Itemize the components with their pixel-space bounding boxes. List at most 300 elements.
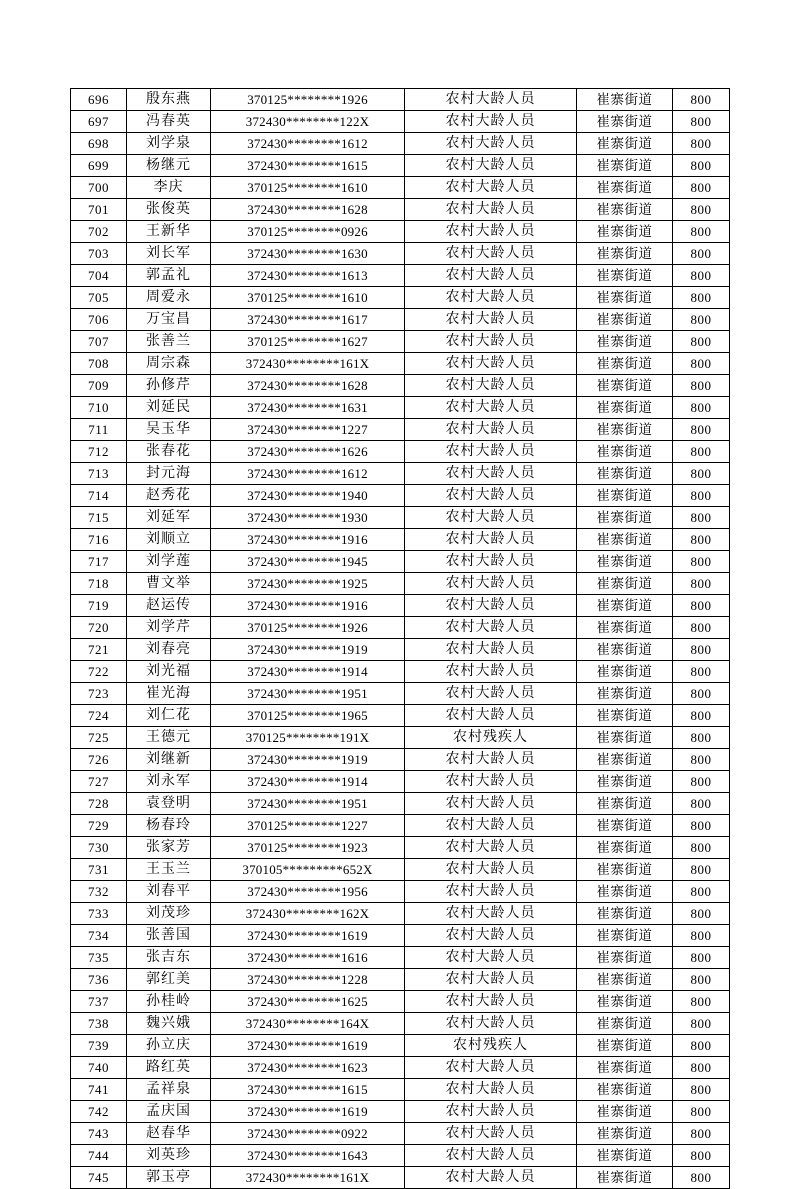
cell-person-category: 农村大龄人员 [405, 199, 577, 221]
cell-id-number: 372430********1919 [211, 749, 405, 771]
cell-street-office: 崔寨街道 [577, 617, 673, 639]
cell-sequence-number: 705 [71, 287, 127, 309]
cell-person-name: 吴玉华 [127, 419, 211, 441]
cell-sequence-number: 703 [71, 243, 127, 265]
cell-street-office: 崔寨街道 [577, 177, 673, 199]
cell-person-category: 农村大龄人员 [405, 419, 577, 441]
cell-id-number: 372430********1630 [211, 243, 405, 265]
cell-street-office: 崔寨街道 [577, 133, 673, 155]
cell-amount: 800 [673, 111, 730, 133]
cell-id-number: 370125********1965 [211, 705, 405, 727]
table-row [71, 133, 730, 155]
cell-person-name: 冯春英 [127, 111, 211, 133]
cell-person-name: 张善国 [127, 925, 211, 947]
cell-id-number: 372430********1619 [211, 1035, 405, 1057]
cell-person-category: 农村大龄人员 [405, 155, 577, 177]
cell-id-number: 370125********191X [211, 727, 405, 749]
cell-amount: 800 [673, 221, 730, 243]
table-row [71, 287, 730, 309]
cell-sequence-number: 739 [71, 1035, 127, 1057]
cell-sequence-number: 715 [71, 507, 127, 529]
cell-person-name: 孟祥泉 [127, 1079, 211, 1101]
cell-street-office: 崔寨街道 [577, 969, 673, 991]
cell-amount: 800 [673, 133, 730, 155]
table-row [71, 551, 730, 573]
cell-id-number: 372430********1619 [211, 1101, 405, 1123]
table-row [71, 573, 730, 595]
cell-person-name: 王新华 [127, 221, 211, 243]
cell-amount: 800 [673, 375, 730, 397]
cell-sequence-number: 698 [71, 133, 127, 155]
cell-street-office: 崔寨街道 [577, 1035, 673, 1057]
cell-sequence-number: 704 [71, 265, 127, 287]
cell-person-category: 农村大龄人员 [405, 1145, 577, 1167]
cell-person-name: 刘茂珍 [127, 903, 211, 925]
cell-person-name: 刘继新 [127, 749, 211, 771]
cell-sequence-number: 719 [71, 595, 127, 617]
cell-amount: 800 [673, 749, 730, 771]
table-row [71, 1057, 730, 1079]
cell-street-office: 崔寨街道 [577, 661, 673, 683]
cell-sequence-number: 697 [71, 111, 127, 133]
cell-id-number: 372430********122X [211, 111, 405, 133]
cell-sequence-number: 714 [71, 485, 127, 507]
cell-person-category: 农村大龄人员 [405, 1079, 577, 1101]
cell-id-number: 370125********1610 [211, 177, 405, 199]
cell-person-name: 刘延民 [127, 397, 211, 419]
cell-amount: 800 [673, 265, 730, 287]
cell-sequence-number: 729 [71, 815, 127, 837]
cell-id-number: 372430********1945 [211, 551, 405, 573]
cell-sequence-number: 743 [71, 1123, 127, 1145]
table-row [71, 419, 730, 441]
cell-street-office: 崔寨街道 [577, 903, 673, 925]
cell-person-name: 崔光海 [127, 683, 211, 705]
cell-person-category: 农村大龄人员 [405, 683, 577, 705]
cell-person-name: 张善兰 [127, 331, 211, 353]
cell-person-name: 刘学莲 [127, 551, 211, 573]
cell-person-name: 李庆 [127, 177, 211, 199]
cell-street-office: 崔寨街道 [577, 991, 673, 1013]
cell-amount: 800 [673, 727, 730, 749]
cell-sequence-number: 708 [71, 353, 127, 375]
cell-id-number: 372430********1951 [211, 683, 405, 705]
cell-amount: 800 [673, 705, 730, 727]
table-row [71, 595, 730, 617]
cell-street-office: 崔寨街道 [577, 397, 673, 419]
cell-person-category: 农村大龄人员 [405, 617, 577, 639]
cell-person-category: 农村大龄人员 [405, 463, 577, 485]
cell-street-office: 崔寨街道 [577, 551, 673, 573]
cell-sequence-number: 722 [71, 661, 127, 683]
table-row [71, 331, 730, 353]
cell-person-category: 农村大龄人员 [405, 529, 577, 551]
cell-street-office: 崔寨街道 [577, 749, 673, 771]
cell-id-number: 372430********161X [211, 353, 405, 375]
table-row [71, 815, 730, 837]
table-row [71, 925, 730, 947]
cell-sequence-number: 700 [71, 177, 127, 199]
cell-amount: 800 [673, 859, 730, 881]
table-row [71, 1013, 730, 1035]
cell-person-category: 农村大龄人员 [405, 111, 577, 133]
cell-amount: 800 [673, 881, 730, 903]
cell-person-category: 农村大龄人员 [405, 287, 577, 309]
cell-id-number: 372430********164X [211, 1013, 405, 1035]
table-row [71, 1145, 730, 1167]
cell-id-number: 370125********1926 [211, 617, 405, 639]
cell-amount: 800 [673, 573, 730, 595]
cell-id-number: 372430********1914 [211, 661, 405, 683]
cell-street-office: 崔寨街道 [577, 771, 673, 793]
cell-person-name: 刘春亮 [127, 639, 211, 661]
cell-street-office: 崔寨街道 [577, 595, 673, 617]
cell-street-office: 崔寨街道 [577, 221, 673, 243]
cell-amount: 800 [673, 243, 730, 265]
table-row [71, 111, 730, 133]
cell-person-name: 殷东燕 [127, 89, 211, 111]
cell-id-number: 370125********1627 [211, 331, 405, 353]
cell-id-number: 372430********1617 [211, 309, 405, 331]
cell-street-office: 崔寨街道 [577, 727, 673, 749]
cell-street-office: 崔寨街道 [577, 287, 673, 309]
cell-person-name: 刘春平 [127, 881, 211, 903]
roster-table-container [70, 88, 729, 1189]
cell-street-office: 崔寨街道 [577, 507, 673, 529]
cell-amount: 800 [673, 903, 730, 925]
table-row [71, 155, 730, 177]
cell-sequence-number: 738 [71, 1013, 127, 1035]
cell-sequence-number: 717 [71, 551, 127, 573]
cell-amount: 800 [673, 1145, 730, 1167]
cell-id-number: 372430********1631 [211, 397, 405, 419]
cell-sequence-number: 732 [71, 881, 127, 903]
cell-id-number: 372430********1616 [211, 947, 405, 969]
cell-person-category: 农村大龄人员 [405, 331, 577, 353]
cell-sequence-number: 737 [71, 991, 127, 1013]
cell-person-name: 张春花 [127, 441, 211, 463]
cell-person-category: 农村大龄人员 [405, 1013, 577, 1035]
cell-amount: 800 [673, 463, 730, 485]
cell-person-name: 郭玉亭 [127, 1167, 211, 1189]
cell-person-name: 刘光福 [127, 661, 211, 683]
cell-person-name: 王德元 [127, 727, 211, 749]
cell-person-category: 农村大龄人员 [405, 859, 577, 881]
table-row [71, 837, 730, 859]
cell-id-number: 370125********0926 [211, 221, 405, 243]
cell-id-number: 372430********1613 [211, 265, 405, 287]
cell-id-number: 372430********1916 [211, 595, 405, 617]
cell-person-category: 农村大龄人员 [405, 441, 577, 463]
cell-street-office: 崔寨街道 [577, 309, 673, 331]
cell-person-category: 农村大龄人员 [405, 771, 577, 793]
table-row [71, 859, 730, 881]
cell-id-number: 372430********1228 [211, 969, 405, 991]
cell-sequence-number: 724 [71, 705, 127, 727]
cell-amount: 800 [673, 771, 730, 793]
cell-street-office: 崔寨街道 [577, 111, 673, 133]
table-row [71, 485, 730, 507]
cell-person-name: 曹文举 [127, 573, 211, 595]
cell-sequence-number: 696 [71, 89, 127, 111]
table-row [71, 617, 730, 639]
cell-person-name: 赵春华 [127, 1123, 211, 1145]
cell-person-category: 农村大龄人员 [405, 815, 577, 837]
cell-amount: 800 [673, 551, 730, 573]
cell-amount: 800 [673, 991, 730, 1013]
cell-person-category: 农村大龄人员 [405, 925, 577, 947]
cell-sequence-number: 725 [71, 727, 127, 749]
cell-amount: 800 [673, 287, 730, 309]
cell-amount: 800 [673, 661, 730, 683]
cell-amount: 800 [673, 1013, 730, 1035]
cell-sequence-number: 711 [71, 419, 127, 441]
cell-amount: 800 [673, 793, 730, 815]
cell-sequence-number: 731 [71, 859, 127, 881]
cell-amount: 800 [673, 397, 730, 419]
cell-street-office: 崔寨街道 [577, 683, 673, 705]
cell-amount: 800 [673, 507, 730, 529]
cell-sequence-number: 744 [71, 1145, 127, 1167]
subsidy-roster-table [70, 88, 730, 1189]
cell-person-category: 农村大龄人员 [405, 595, 577, 617]
cell-amount: 800 [673, 683, 730, 705]
cell-sequence-number: 736 [71, 969, 127, 991]
cell-amount: 800 [673, 1079, 730, 1101]
cell-id-number: 372430********1227 [211, 419, 405, 441]
cell-person-name: 孙立庆 [127, 1035, 211, 1057]
cell-id-number: 372430********1914 [211, 771, 405, 793]
cell-person-name: 赵秀花 [127, 485, 211, 507]
cell-street-office: 崔寨街道 [577, 1167, 673, 1189]
cell-person-name: 张俊英 [127, 199, 211, 221]
cell-sequence-number: 720 [71, 617, 127, 639]
cell-person-category: 农村大龄人员 [405, 947, 577, 969]
cell-amount: 800 [673, 309, 730, 331]
cell-id-number: 372430********1956 [211, 881, 405, 903]
cell-person-name: 袁登明 [127, 793, 211, 815]
cell-id-number: 372430********1919 [211, 639, 405, 661]
cell-amount: 800 [673, 441, 730, 463]
table-row [71, 265, 730, 287]
cell-person-name: 刘学泉 [127, 133, 211, 155]
cell-person-category: 农村大龄人员 [405, 705, 577, 727]
cell-sequence-number: 706 [71, 309, 127, 331]
cell-person-category: 农村残疾人 [405, 1035, 577, 1057]
cell-street-office: 崔寨街道 [577, 265, 673, 287]
cell-id-number: 372430********1612 [211, 463, 405, 485]
cell-person-category: 农村大龄人员 [405, 903, 577, 925]
cell-sequence-number: 728 [71, 793, 127, 815]
cell-person-category: 农村大龄人员 [405, 573, 577, 595]
table-row [71, 397, 730, 419]
table-row [71, 1035, 730, 1057]
cell-amount: 800 [673, 925, 730, 947]
cell-id-number: 372430********1930 [211, 507, 405, 529]
cell-person-category: 农村残疾人 [405, 727, 577, 749]
cell-street-office: 崔寨街道 [577, 947, 673, 969]
cell-person-category: 农村大龄人员 [405, 1101, 577, 1123]
table-row [71, 771, 730, 793]
cell-person-category: 农村大龄人员 [405, 1167, 577, 1189]
cell-person-name: 郭红美 [127, 969, 211, 991]
table-row [71, 463, 730, 485]
cell-street-office: 崔寨街道 [577, 793, 673, 815]
cell-amount: 800 [673, 1123, 730, 1145]
cell-sequence-number: 741 [71, 1079, 127, 1101]
cell-amount: 800 [673, 617, 730, 639]
table-row [71, 991, 730, 1013]
cell-person-name: 刘长军 [127, 243, 211, 265]
cell-id-number: 372430********1615 [211, 155, 405, 177]
cell-amount: 800 [673, 331, 730, 353]
cell-person-name: 周宗森 [127, 353, 211, 375]
table-row [71, 221, 730, 243]
cell-street-office: 崔寨街道 [577, 485, 673, 507]
cell-person-category: 农村大龄人员 [405, 1057, 577, 1079]
cell-amount: 800 [673, 89, 730, 111]
cell-person-category: 农村大龄人员 [405, 485, 577, 507]
table-row [71, 199, 730, 221]
cell-person-name: 王玉兰 [127, 859, 211, 881]
cell-amount: 800 [673, 1057, 730, 1079]
roster-table-body [71, 89, 730, 1189]
cell-id-number: 372430********1619 [211, 925, 405, 947]
cell-person-category: 农村大龄人员 [405, 837, 577, 859]
cell-sequence-number: 734 [71, 925, 127, 947]
cell-person-category: 农村大龄人员 [405, 353, 577, 375]
cell-id-number: 372430********162X [211, 903, 405, 925]
cell-sequence-number: 709 [71, 375, 127, 397]
table-row [71, 1101, 730, 1123]
cell-street-office: 崔寨街道 [577, 837, 673, 859]
cell-street-office: 崔寨街道 [577, 859, 673, 881]
cell-person-category: 农村大龄人员 [405, 991, 577, 1013]
cell-street-office: 崔寨街道 [577, 89, 673, 111]
cell-amount: 800 [673, 969, 730, 991]
cell-sequence-number: 710 [71, 397, 127, 419]
cell-person-category: 农村大龄人员 [405, 397, 577, 419]
cell-amount: 800 [673, 947, 730, 969]
cell-street-office: 崔寨街道 [577, 925, 673, 947]
cell-street-office: 崔寨街道 [577, 353, 673, 375]
cell-sequence-number: 721 [71, 639, 127, 661]
cell-amount: 800 [673, 1101, 730, 1123]
cell-sequence-number: 701 [71, 199, 127, 221]
table-row [71, 705, 730, 727]
cell-id-number: 372430********1916 [211, 529, 405, 551]
cell-person-category: 农村大龄人员 [405, 1123, 577, 1145]
cell-person-category: 农村大龄人员 [405, 793, 577, 815]
cell-street-office: 崔寨街道 [577, 463, 673, 485]
cell-person-name: 郭孟礼 [127, 265, 211, 287]
cell-person-name: 张吉东 [127, 947, 211, 969]
table-row [71, 89, 730, 111]
table-row [71, 639, 730, 661]
cell-sequence-number: 702 [71, 221, 127, 243]
cell-sequence-number: 727 [71, 771, 127, 793]
cell-person-name: 孟庆国 [127, 1101, 211, 1123]
table-row [71, 947, 730, 969]
cell-person-category: 农村大龄人员 [405, 89, 577, 111]
cell-sequence-number: 730 [71, 837, 127, 859]
table-row [71, 661, 730, 683]
cell-amount: 800 [673, 815, 730, 837]
cell-sequence-number: 740 [71, 1057, 127, 1079]
cell-amount: 800 [673, 837, 730, 859]
cell-person-name: 路红英 [127, 1057, 211, 1079]
cell-amount: 800 [673, 639, 730, 661]
cell-id-number: 370125********1227 [211, 815, 405, 837]
table-row [71, 727, 730, 749]
cell-amount: 800 [673, 353, 730, 375]
cell-id-number: 372430********1951 [211, 793, 405, 815]
table-row [71, 309, 730, 331]
cell-amount: 800 [673, 595, 730, 617]
cell-street-office: 崔寨街道 [577, 155, 673, 177]
cell-street-office: 崔寨街道 [577, 573, 673, 595]
cell-amount: 800 [673, 485, 730, 507]
cell-id-number: 372430********1623 [211, 1057, 405, 1079]
cell-sequence-number: 716 [71, 529, 127, 551]
cell-amount: 800 [673, 1167, 730, 1189]
cell-street-office: 崔寨街道 [577, 881, 673, 903]
cell-amount: 800 [673, 529, 730, 551]
cell-person-category: 农村大龄人员 [405, 133, 577, 155]
cell-street-office: 崔寨街道 [577, 815, 673, 837]
cell-person-name: 刘学芹 [127, 617, 211, 639]
table-row [71, 1167, 730, 1189]
cell-amount: 800 [673, 199, 730, 221]
cell-sequence-number: 713 [71, 463, 127, 485]
cell-person-name: 赵运传 [127, 595, 211, 617]
cell-person-category: 农村大龄人员 [405, 265, 577, 287]
cell-id-number: 372430********1925 [211, 573, 405, 595]
cell-person-category: 农村大龄人员 [405, 243, 577, 265]
cell-person-name: 张家芳 [127, 837, 211, 859]
cell-id-number: 372430********1626 [211, 441, 405, 463]
cell-id-number: 372430********161X [211, 1167, 405, 1189]
cell-id-number: 372430********1628 [211, 375, 405, 397]
cell-street-office: 崔寨街道 [577, 1145, 673, 1167]
cell-amount: 800 [673, 155, 730, 177]
cell-street-office: 崔寨街道 [577, 375, 673, 397]
cell-person-name: 孙修芹 [127, 375, 211, 397]
cell-id-number: 370125********1923 [211, 837, 405, 859]
cell-person-category: 农村大龄人员 [405, 551, 577, 573]
cell-person-category: 农村大龄人员 [405, 749, 577, 771]
cell-id-number: 372430********1628 [211, 199, 405, 221]
cell-person-category: 农村大龄人员 [405, 969, 577, 991]
cell-id-number: 370105*********652X [211, 859, 405, 881]
cell-sequence-number: 723 [71, 683, 127, 705]
cell-sequence-number: 707 [71, 331, 127, 353]
cell-person-name: 刘英珍 [127, 1145, 211, 1167]
cell-person-category: 农村大龄人员 [405, 661, 577, 683]
cell-person-name: 万宝昌 [127, 309, 211, 331]
cell-sequence-number: 726 [71, 749, 127, 771]
cell-sequence-number: 733 [71, 903, 127, 925]
cell-street-office: 崔寨街道 [577, 529, 673, 551]
table-row [71, 441, 730, 463]
cell-person-name: 周爱永 [127, 287, 211, 309]
cell-sequence-number: 712 [71, 441, 127, 463]
cell-person-name: 孙桂岭 [127, 991, 211, 1013]
cell-id-number: 370125********1610 [211, 287, 405, 309]
cell-street-office: 崔寨街道 [577, 441, 673, 463]
cell-amount: 800 [673, 1035, 730, 1057]
table-row [71, 177, 730, 199]
